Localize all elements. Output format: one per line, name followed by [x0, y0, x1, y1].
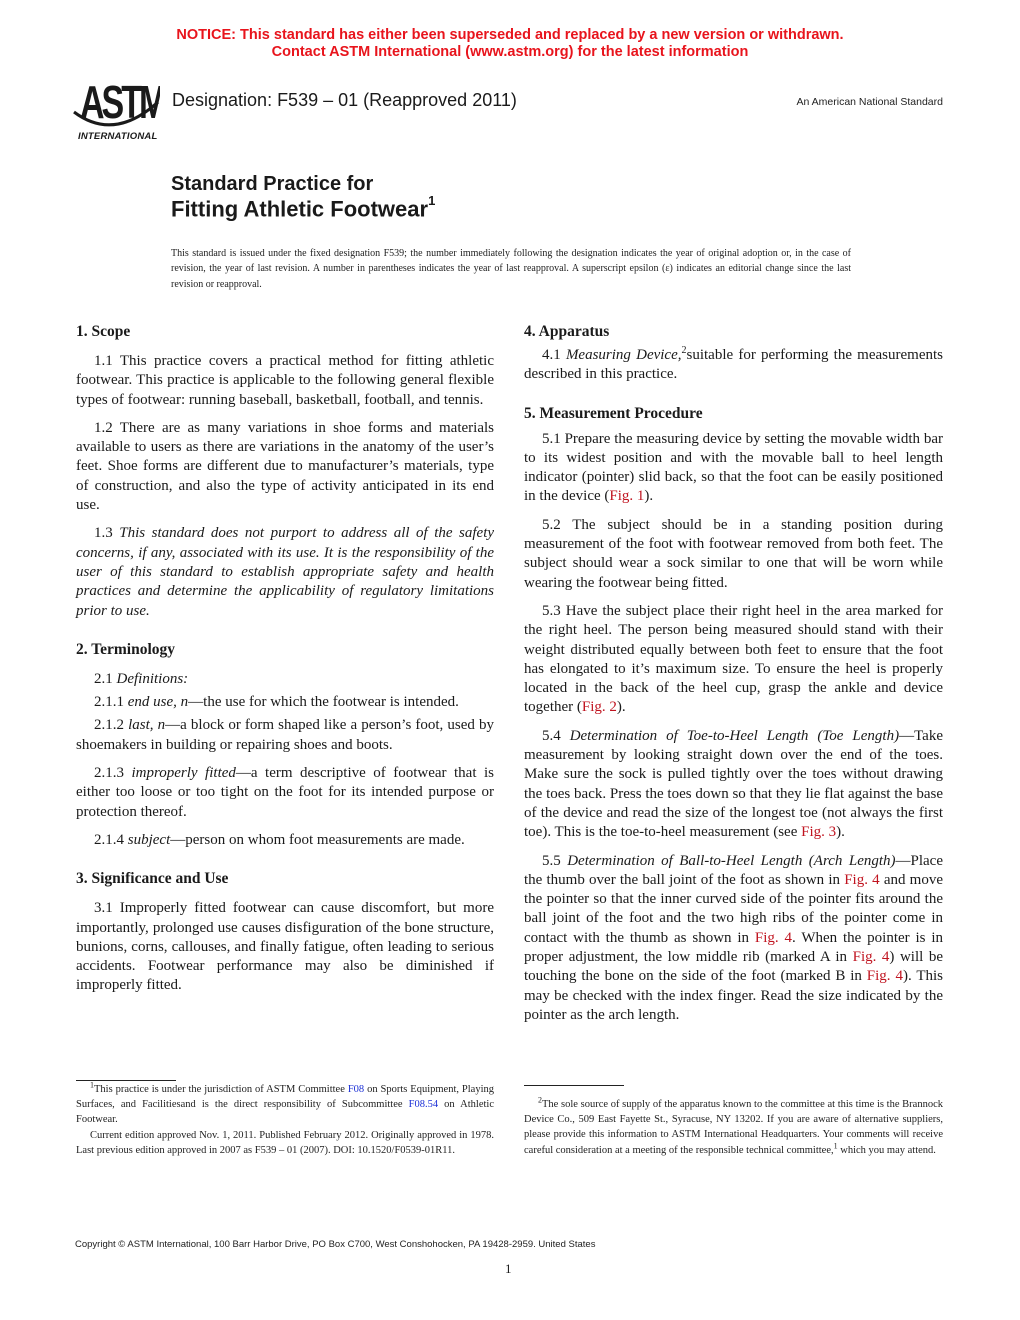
para-number: 2.1: [94, 670, 117, 687]
para-number: 2.1.4: [94, 831, 128, 848]
punct: ).: [616, 699, 626, 716]
definition-end-use: [76, 693, 494, 712]
paragraph-text: —Take measurement by looking straight down over the end of the toes. Make sure the sock is pulled tightly over the toes without drawing the toes back. Press the toes down so that they lie flat against the base of the device and read the size of the longest toe (not always the first toe). This is the toe-to-heel measurement (see: [524, 727, 943, 841]
section-heading: 1. Scope: [76, 323, 131, 340]
section-heading: 4. Apparatus: [524, 323, 610, 340]
paragraph-text: 5.1 Prepare the measuring device by setting the movable width bar to its widest position and with the movable ball to heel length indicator (pointer) slid back, so that the foot can be easily positioned in the device (: [524, 430, 943, 505]
logo-subtext: INTERNATIONAL: [78, 131, 158, 142]
footnote-number: 2: [538, 1095, 542, 1105]
notice-line-2: Contact ASTM International (www.astm.org) for the latest information: [271, 44, 749, 60]
punct: ).: [644, 488, 654, 505]
supersede-notice: [0, 27, 1020, 61]
paragraph-1-1: 1.1 This practice covers a practical method for fitting athletic footwear. This practice is applicable to the following general flexible types of footwear: running baseball, basketball, football, and tennis.: [76, 353, 494, 408]
term: end use, n: [127, 694, 189, 711]
page-number: 1: [505, 1261, 512, 1276]
figure-link[interactable]: Fig. 4: [852, 949, 890, 966]
paragraph-1-3: [76, 524, 494, 620]
para-number: 5.4: [542, 727, 570, 744]
section-heading: 3. Significance and Use: [76, 870, 229, 888]
paragraph-2-1: [76, 670, 494, 689]
term: Determination of Toe-to-Heel Length (Toe Length): [569, 727, 900, 744]
para-number: 2.1.1: [94, 694, 128, 711]
notice-line-1: NOTICE: This standard has either been superseded and replaced by a new version or withdrawn.: [176, 27, 844, 43]
term: improperly fitted: [131, 765, 236, 782]
footnote-text: The sole source of supply of the apparatus known to the committee at this time is the Brannock Device Co., 509 East Fayette St., Syracuse, NY 13202. If you are aware of alternative suppliers, please provide this information to ASTM International Headquarters. Your comments will receive careful consideration at a meeting of the responsible technical committee,: [524, 1099, 943, 1156]
paragraph-text: suitable for performing the measurements described in this practice.: [524, 347, 943, 383]
figure-link[interactable]: Fig. 1: [609, 488, 645, 505]
committee-link[interactable]: F08: [347, 1084, 365, 1095]
safety-caveat: This standard does not purport to address all of the safety concerns, if any, associated with its use. It is the responsibility of the user of this standard to establish appropriate safety and health practices and determine the applicability of regulatory limitations prior to use.: [76, 525, 495, 619]
paragraph-4-1: [524, 346, 943, 385]
para-number: 5.5: [542, 852, 568, 869]
title-text: Fitting Athletic Footwear: [171, 196, 429, 222]
definition-subject: [76, 831, 494, 850]
footnote-text: This practice is under the jurisdiction of ASTM Committee: [94, 1084, 348, 1095]
section-scope: [76, 322, 494, 621]
paragraph-text: ) will be touching the bone on the side of the foot (marked B in: [524, 949, 944, 985]
paragraph-5-5: [524, 852, 943, 1026]
paragraph-text: ). This may be checked with the index finger. Read the size indicated by the pointer as the arch length.: [524, 968, 943, 1023]
footnote-divider: [524, 1085, 624, 1086]
figure-link[interactable]: Fig. 4: [754, 929, 792, 946]
astm-logo: [68, 72, 160, 144]
para-number: 2.1.2: [94, 717, 129, 734]
title-footnote-ref: 1: [428, 193, 436, 208]
paragraph-text: and move the pointer so that the inner curved side of the pointer fits around the ball joint of the foot and the two high ribs of the pointer come in contact with the thumb as shown in: [524, 871, 943, 946]
definition-last: [76, 716, 494, 755]
para-number: 1.3: [94, 525, 120, 542]
section-apparatus: [524, 322, 943, 385]
designation: Designation: F539 – 01 (Reapproved 2011): [172, 90, 517, 110]
para-number: 4.1: [542, 347, 566, 363]
definition-text: —the use for which the footwear is intended.: [188, 694, 459, 711]
astm-logo-icon: [68, 72, 160, 132]
paragraph-1-2: 1.2 There are as many variations in shoe forms and materials available to users as there are variations in the anatomy of the user’s feet. Shoe forms are different due to manufacturer’s materials, type of construction, and also the type of activity anticipated in its end use.: [76, 419, 494, 514]
definition-text: —person on whom foot measurements are made.: [170, 831, 465, 848]
footnote-1: [76, 1082, 494, 1158]
paragraph-text: 5.3 Have the subject place their right heel in the area marked for the right heel. The person being measured should stand with their weight distributed equally between both feet to ensure that the foot has elongated to it’s maximum size. To ensure the heel is properly located in the back of the heel cup, grasp the ankle and device together (: [524, 602, 943, 716]
right-column: [524, 322, 943, 1044]
issue-note: This standard is issued under the fixed designation F539; the number immediately following the designation indicates the year of original adoption or, in the case of revision, the year of last revision. A number in parentheses indicates the year of last reapproval. A superscript epsilon (ε) indicates an editorial change since the last revision or reapproval.: [171, 248, 851, 290]
subcommittee-link[interactable]: F08.54: [408, 1099, 439, 1111]
left-column: [76, 322, 494, 1015]
paragraph-3-1: 3.1 Improperly fitted footwear can cause discomfort, but more importantly, prolonged use causes disfiguration of the bone structure, bunions, corns, callouses, and finally fatigue, often leading to serious accidents. Footwear performance may also be diminished if improperly fitted.: [76, 900, 494, 994]
definitions-label: Definitions:: [116, 670, 189, 687]
footnote-ref[interactable]: 2: [681, 345, 687, 356]
footnote-ref[interactable]: 1: [833, 1141, 838, 1151]
svg-text:ASTM: ASTM: [80, 75, 160, 129]
term: Determination of Ball-to-Heel Length (Arch Length): [567, 852, 896, 869]
figure-link[interactable]: Fig. 4: [866, 968, 903, 985]
footnote-number: 1: [90, 1080, 94, 1090]
section-terminology: [76, 640, 494, 850]
paragraph-5-4: [524, 727, 943, 843]
term: last, n: [128, 717, 166, 734]
paragraph-5-2: 5.2 The subject should be in a standing position during measurement of the foot with footwear removed from both feet. The subject should wear a sock similar to one that will be worn while wearing the footwear being fitted.: [524, 516, 943, 591]
term: subject: [127, 831, 171, 848]
footnote-text: which you may attend.: [837, 1144, 936, 1156]
para-number: 2.1.3: [94, 765, 132, 782]
section-significance: [76, 869, 494, 995]
title-line-1: Standard Practice for: [171, 173, 374, 195]
footnote-1-edition: Current edition approved Nov. 1, 2011. Published February 2012. Originally approved in 1978. Last previous edition approved in 2007 as F539 – 01 (2007). DOI: 10.1520/F0539-01R11.: [76, 1129, 494, 1156]
figure-link[interactable]: Fig. 3: [801, 824, 837, 841]
footnote-2: [524, 1097, 943, 1158]
paragraph-text: —Place the thumb over the ball joint of the foot as shown in: [524, 852, 943, 888]
definition-text: —a term descriptive of footwear that is either too loose or too tight on the foot for its intended purpose or protection thereof.: [76, 765, 494, 820]
figure-link[interactable]: Fig. 4: [844, 871, 880, 888]
figure-link[interactable]: Fig. 2: [581, 699, 617, 716]
section-procedure: [524, 404, 943, 1026]
punct: ).: [836, 824, 845, 841]
section-heading: 2. Terminology: [76, 640, 176, 658]
paragraph-text: . When the pointer is in proper adjustment, the low middle rib (marked A in: [524, 929, 944, 966]
title-line-2: [171, 193, 436, 222]
copyright: Copyright © ASTM International, 100 Barr Harbor Drive, PO Box C700, West Conshohocken, PA 19428-2959. United States: [75, 1239, 596, 1250]
definition-text: —a block or form shaped like a person’s foot, used by shoemakers in building or repairing shoes and boots.: [76, 717, 494, 753]
paragraph-5-1: [524, 430, 943, 507]
footnote-2-text: [524, 1097, 943, 1158]
paragraph-5-3: [524, 602, 943, 718]
american-national-standard: An American National Standard: [796, 96, 943, 108]
footnote-text: on Athletic Footwear.: [76, 1099, 494, 1126]
term: Measuring Device,: [565, 347, 682, 363]
footnote-1-text: [76, 1082, 494, 1128]
section-heading: 5. Measurement Procedure: [524, 404, 703, 422]
footnote-text: on Sports Equipment, Playing Surfaces, and Facilitiesand is the direct responsibility of Subcommittee: [76, 1084, 494, 1111]
definition-improperly-fitted: [76, 764, 494, 822]
